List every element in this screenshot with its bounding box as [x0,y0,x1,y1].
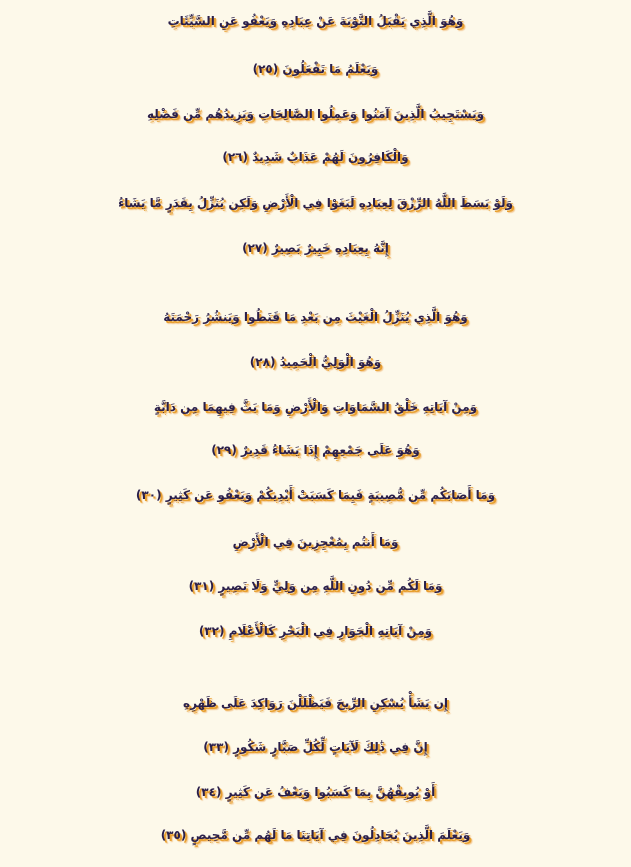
verse-line: وَالْكَافِرُونَ لَهُمْ عَذَابٌ شَدِيدٌ (٢٦) [222,150,409,164]
verse-line: إِنَّهُ بِعِبَادِهِ خَبِيرٌ بَصِيرٌ (٢٧) [242,241,389,255]
verse-line: وَمَا لَكُم مِّن دُونِ اللَّهِ مِن وَلِيٍّ وَلَا نَصِيرٍ (٣١) [188,579,443,593]
verse-line: وَلَوْ بَسَطَ اللَّهُ الرِّزْقَ لِعِبَادِهِ لَبَغَوْا فِي الْأَرْضِ وَلَكِن يُنَزِّلُ بِقَدَرٍ مَّا يَشَاءُ [118,196,513,210]
verse-line: وَهُوَ الْوَلِيُّ الْحَمِيدُ (٢٨) [249,355,382,369]
verse-line: وَمِنْ آيَاتِهِ الْجَوَارِ فِي الْبَحْرِ كَالْأَعْلَامِ (٣٢) [198,624,433,638]
verse-line: وَهُوَ عَلَى جَمْعِهِمْ إِذَا يَشَاءُ قَدِيرٌ (٢٩) [211,443,420,457]
verse-line: وَيَسْتَجِيبُ الَّذِينَ آمَنُوا وَعَمِلُوا الصَّالِحَاتِ وَيَزِيدُهُم مِّن فَضْلِهِ [146,107,485,121]
verse-line: أَوْ يُوبِقْهُنَّ بِمَا كَسَبُوا وَيَعْفُ عَن كَثِيرٍ (٣٤) [195,785,436,799]
verse-line: وَهُوَ الَّذِي يُنَزِّلُ الْغَيْثَ مِن بَعْدِ مَا قَنَطُوا وَيَنشُرُ رَحْمَتَهُ [163,310,468,324]
verse-line: وَيَعْلَمَ الَّذِينَ يُجَادِلُونَ فِي آيَاتِنَا مَا لَهُم مِّن مَّحِيصٍ (٣٥) [160,828,471,842]
verse-line: إِن يَشَأْ يُسْكِنِ الرِّيحَ فَيَظْلَلْنَ رَوَاكِدَ عَلَى ظَهْرِهِ [183,696,448,710]
verse-line: إِنَّ فِي ذَٰلِكَ لَآيَاتٍ لِّكُلِّ صَبَّارٍ شَكُورٍ (٣٣) [203,740,428,754]
verse-line: وَيَعْلَمُ مَا تَفْعَلُونَ (٢٥) [252,62,379,76]
verse-line: وَمِنْ آيَاتِهِ خَلْقُ السَّمَاوَاتِ وَالْأَرْضِ وَمَا بَثَّ فِيهِمَا مِن دَابَّةٍ [153,400,478,414]
verse-line: وَمَا أَنتُم بِمُعْجِزِينَ فِي الْأَرْضِ [232,535,399,549]
verse-line: وَهُوَ الَّذِي يَقْبَلُ التَّوْبَةَ عَنْ عِبَادِهِ وَيَعْفُو عَنِ السَّيِّئَاتِ [167,14,464,28]
verse-line: وَمَا أَصَابَكُم مِّن مُّصِيبَةٍ فَبِمَا كَسَبَتْ أَيْدِيكُمْ وَيَعْفُو عَن كَثِيرٍ (٣٠) [135,488,496,502]
